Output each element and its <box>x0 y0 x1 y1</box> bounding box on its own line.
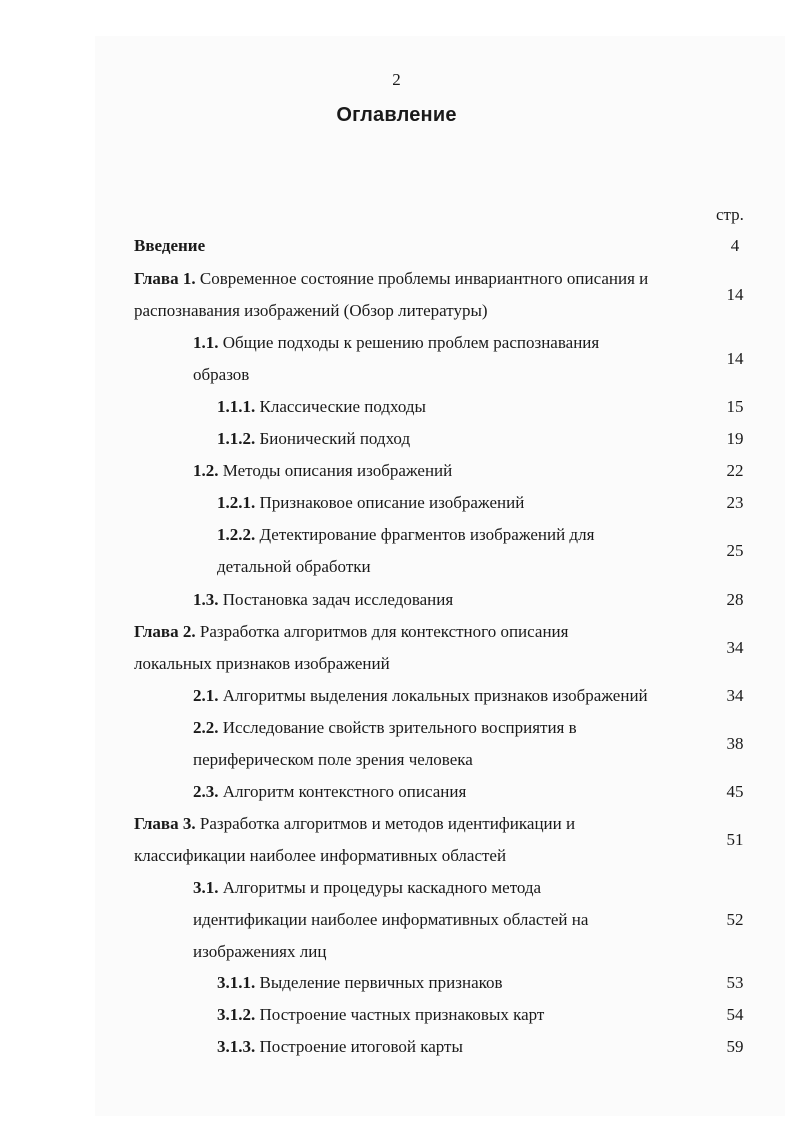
toc-entry-title: Признаковое описание изображений <box>259 493 525 512</box>
toc-entry-number: 1.2.1. <box>217 493 256 512</box>
toc-entry-title: Построение частных признаковых карт <box>259 1005 545 1024</box>
toc-entry-title: Алгоритм контекстного описания <box>222 782 467 801</box>
toc-entry-number: 2.2. <box>193 718 219 737</box>
toc-entry-title: Разработка алгоритмов и методов идентификации и классификации наиболее информативных областей <box>134 814 576 865</box>
toc-entry-page: 23 <box>726 493 744 512</box>
toc-entry-page: 34 <box>726 638 744 657</box>
toc-entry-page: 52 <box>726 910 744 929</box>
toc-entry-page: 14 <box>726 285 744 304</box>
toc-entry-title: Современное состояние проблемы инвариантного описания и распознавания изображений (Обзор литературы) <box>134 269 649 320</box>
toc-entry-number: 3.1. <box>193 878 219 897</box>
page-number: 2 <box>392 70 401 89</box>
toc-entry-page: 28 <box>726 590 744 609</box>
toc-entry-page: 51 <box>726 830 744 849</box>
toc-entry-title: Построение итоговой карты <box>259 1037 463 1056</box>
toc-entry-title: Введение <box>134 236 206 255</box>
toc-entry-page: 19 <box>726 429 744 448</box>
toc-entry-title: Детектирование фрагментов изображений для детальной обработки <box>217 525 595 576</box>
toc-entry-title: Классические подходы <box>259 397 426 416</box>
toc-entry-number: Глава 3. <box>134 814 196 833</box>
toc-entry-number: 3.1.2. <box>217 1005 256 1024</box>
toc-entry-number: 2.3. <box>193 782 219 801</box>
toc-entry-page: 59 <box>726 1037 744 1056</box>
toc-entry-number: 1.1. <box>193 333 219 352</box>
toc-entry-page: 4 <box>730 236 740 255</box>
toc-entry-number: 1.3. <box>193 590 219 609</box>
toc-entry-number: 1.1.2. <box>217 429 256 448</box>
toc-entry-number: 2.1. <box>193 686 219 705</box>
toc-entry-number: Глава 2. <box>134 622 196 641</box>
toc-entry-page: 25 <box>726 541 744 560</box>
toc-entry-number: 1.1.1. <box>217 397 256 416</box>
toc-entry-page: 38 <box>726 734 744 753</box>
toc-entry-number: 1.2. <box>193 461 219 480</box>
toc-entry-page: 22 <box>726 461 744 480</box>
toc-entry-page: 15 <box>726 397 744 416</box>
toc-entry-page: 34 <box>726 686 744 705</box>
toc-entry-title: Общие подходы к решению проблем распознавания образов <box>193 333 600 384</box>
toc-entry-page: 14 <box>726 349 744 368</box>
toc-entry-number: 3.1.3. <box>217 1037 256 1056</box>
toc-entry-number: Глава 1. <box>134 269 196 288</box>
toc-entry-number: 3.1.1. <box>217 973 256 992</box>
toc-entry-title: Выделение первичных признаков <box>259 973 503 992</box>
toc-entry-page: 54 <box>726 1005 744 1024</box>
toc-entry-page: 45 <box>726 782 744 801</box>
toc-entry-number: 1.2.2. <box>217 525 256 544</box>
page-column-label: стр. <box>716 205 744 224</box>
toc-entry-title: Постановка задач исследования <box>222 590 454 609</box>
page-title: Оглавление <box>336 104 457 126</box>
toc-entry-title: Алгоритмы и процедуры каскадного метода идентификации наиболее информативных областей на изображениях лиц <box>193 878 589 961</box>
toc-entry-title: Методы описания изображений <box>222 461 453 480</box>
toc-entry-title: Алгоритмы выделения локальных признаков изображений <box>222 686 648 705</box>
toc-entry-title: Исследование свойств зрительного восприятия в периферическом поле зрения человека <box>193 718 577 769</box>
toc-entry-page: 53 <box>726 973 744 992</box>
toc-entry-title: Бионический подход <box>259 429 411 448</box>
toc-entry-title: Разработка алгоритмов для контекстного описания локальных признаков изображений <box>134 622 569 673</box>
